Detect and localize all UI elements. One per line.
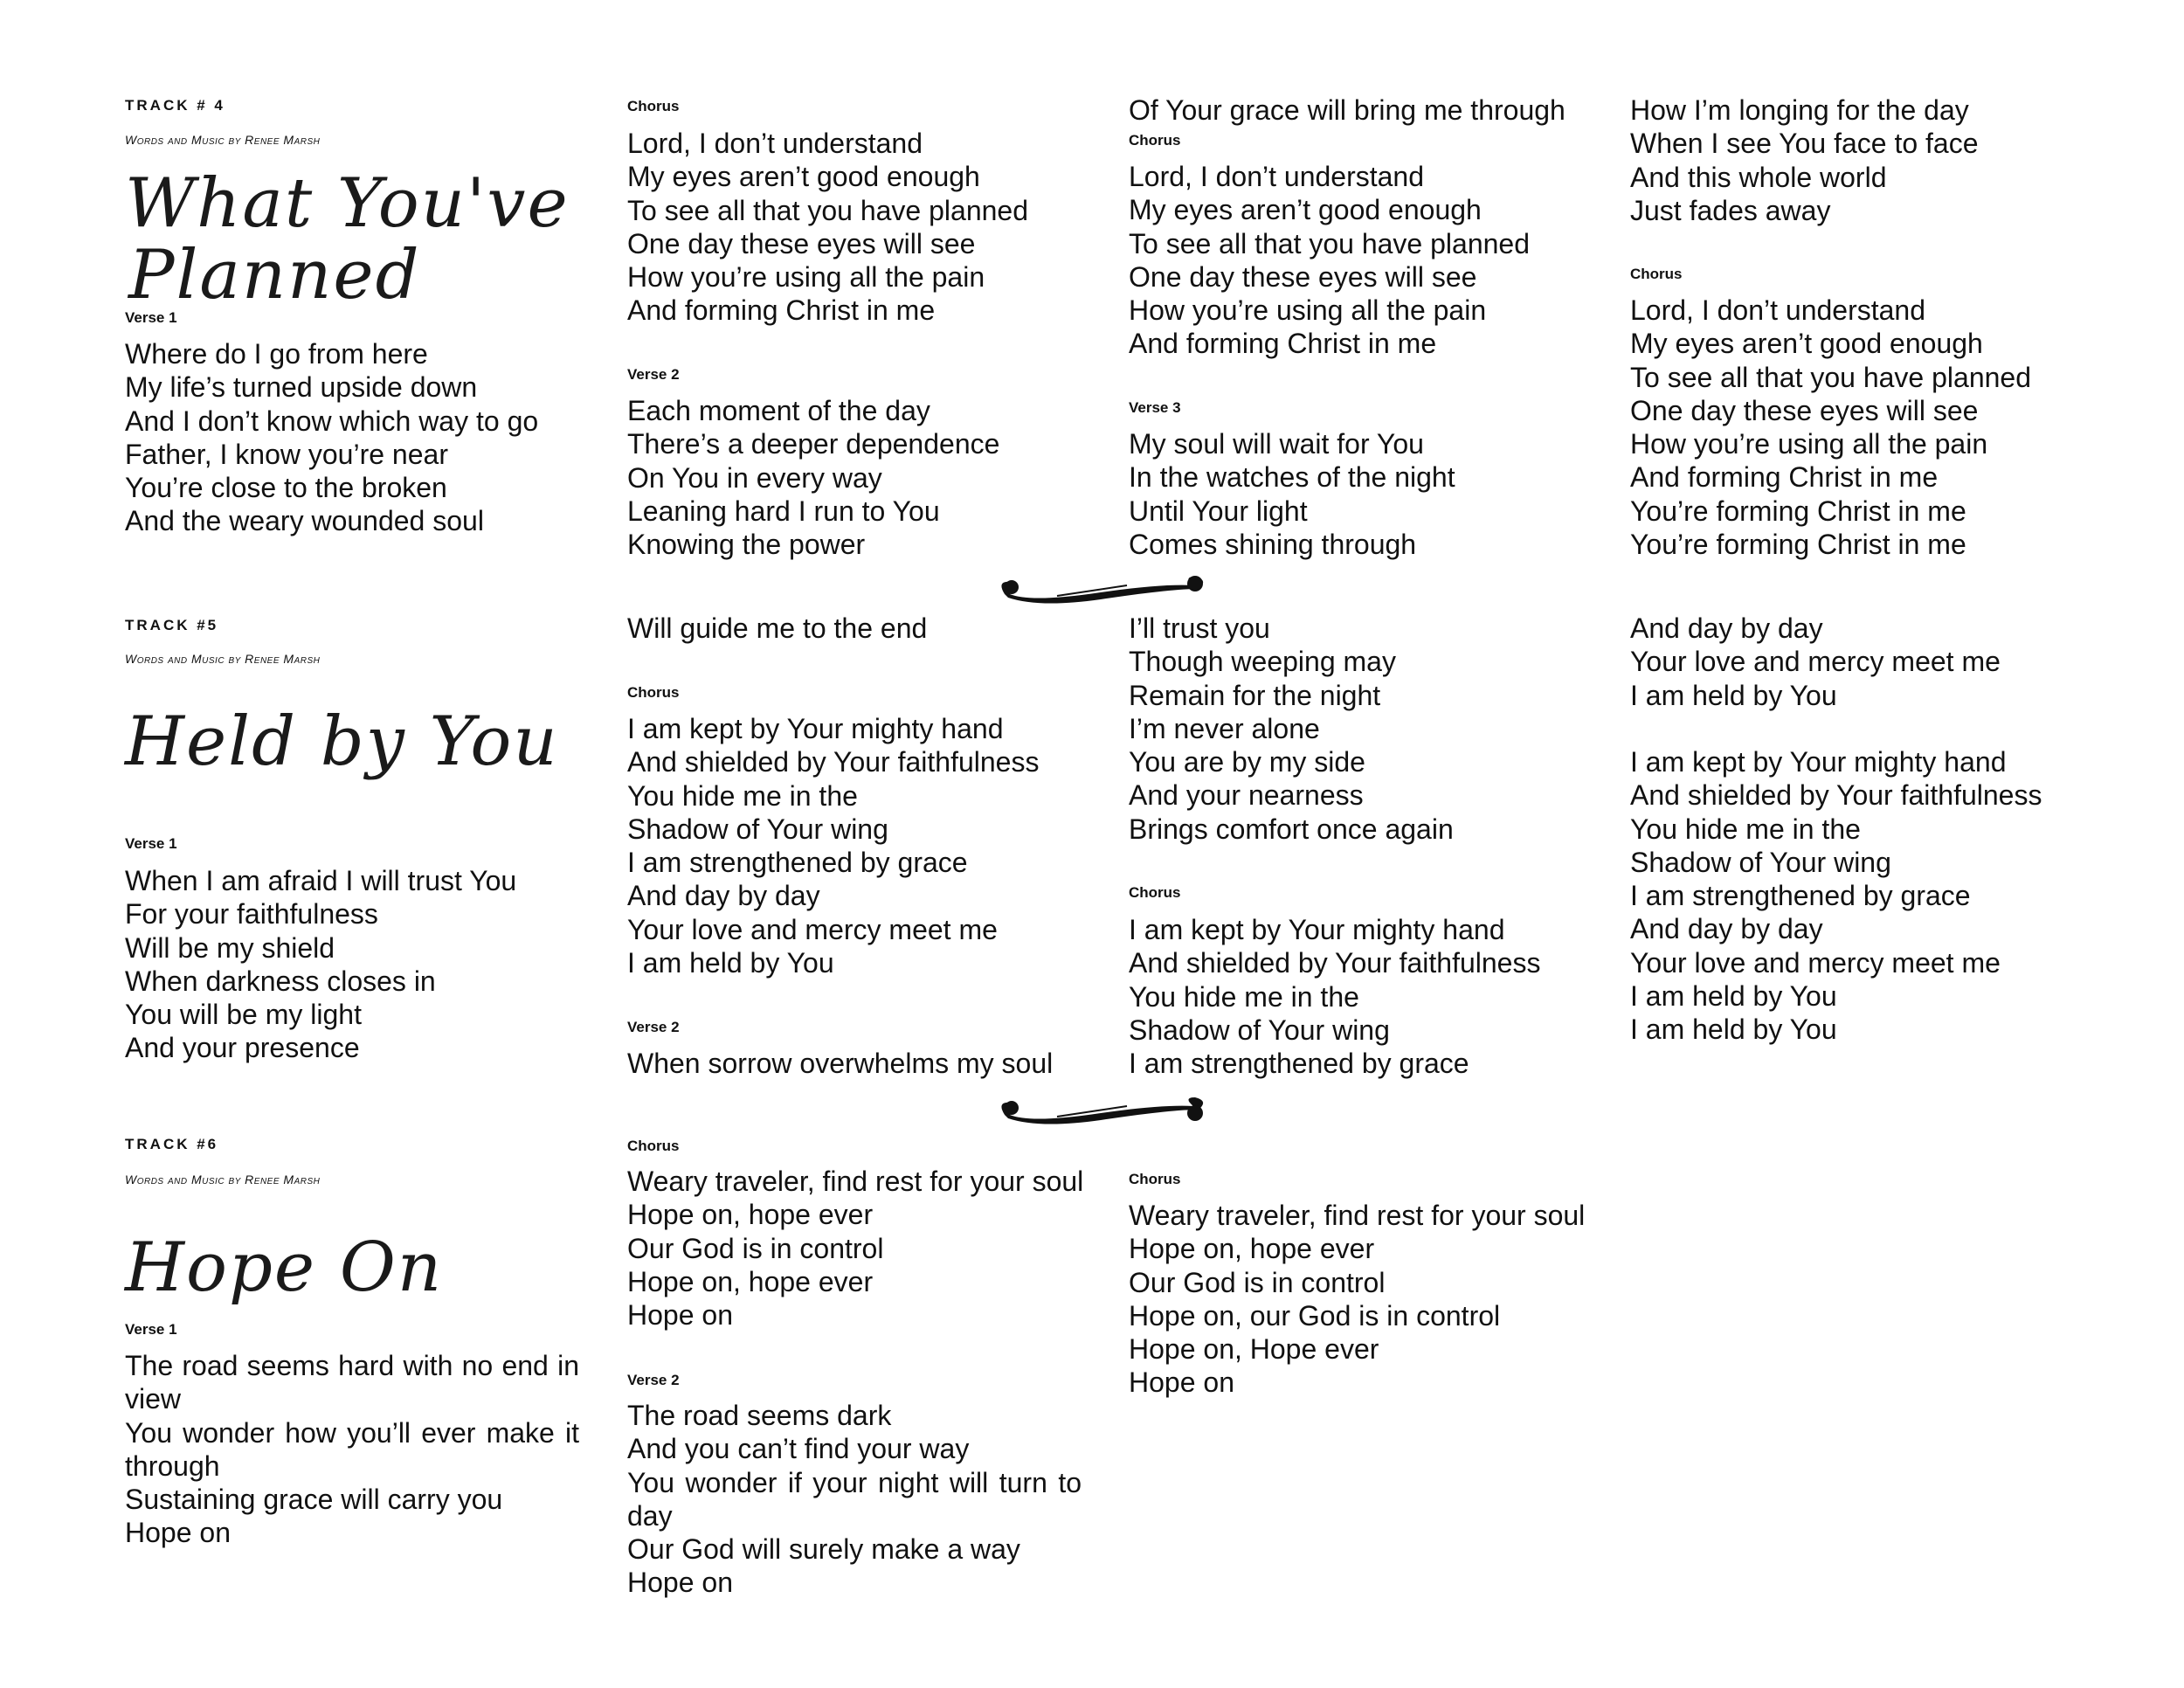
track-4-credit: Words and Music by Renee Marsh — [125, 133, 321, 147]
swash-divider-icon — [996, 573, 1210, 612]
lyric-line: Shadow of Your wing — [1630, 846, 1891, 878]
lyric-line: Our God is in control — [627, 1232, 884, 1264]
track-6-label: TRACK #6 — [125, 1136, 219, 1152]
lyric-line: Until Your light — [1129, 495, 1308, 527]
lyric-line: Will be my shield — [125, 931, 335, 964]
lyric-line: Father, I know you’re near — [125, 438, 448, 470]
col3-top-lead — [1129, 93, 1565, 127]
lyric-line: How you’re using all the pain — [1630, 428, 1988, 460]
col3-mid-chorus — [1129, 913, 1540, 1080]
lyric-line: Our God is in control — [1129, 1266, 1386, 1298]
lyric-line: When I see You face to face — [1630, 128, 1979, 160]
lyric-line: And the weary wounded soul — [125, 505, 484, 537]
lyric-line: I am held by You — [1630, 1013, 1837, 1046]
track-6-verse1 — [125, 1349, 579, 1550]
lyric-line: Lord, I don’t understand — [1630, 294, 1926, 326]
lyric-line: And shielded by Your faithfulness — [1630, 779, 2042, 812]
lyric-line: I am strengthened by grace — [1129, 1048, 1469, 1080]
track-4-title — [125, 164, 570, 315]
lyric-line: Your love and mercy meet me — [1630, 946, 2001, 979]
lyric-line: Shadow of Your wing — [627, 813, 888, 845]
lyric-line: And your presence — [125, 1032, 360, 1064]
lyric-line: My soul will wait for You — [1129, 428, 1424, 460]
lyric-line: And day by day — [1630, 913, 1823, 945]
lyric-line: Lord, I don’t understand — [1129, 161, 1425, 192]
col3-top-verse3 — [1129, 427, 1455, 561]
lyric-line: I am held by You — [627, 947, 834, 979]
lyric-line: One day these eyes will see — [1630, 394, 1979, 426]
lyric-line: And forming Christ in me — [1129, 328, 1437, 360]
lyric-line: I’ll trust you — [1129, 612, 1270, 644]
col4-mid-lead — [1630, 612, 2001, 712]
lyric-line: How you’re using all the pain — [1129, 294, 1487, 327]
track-5-label: TRACK #5 — [125, 617, 219, 633]
track-5-credit: Words and Music by Renee Marsh — [125, 652, 321, 666]
lyric-line: Each moment of the day — [627, 395, 930, 426]
lyric-line: The road seems dark — [627, 1400, 892, 1431]
lyric-line: Where do I go from here — [125, 338, 428, 370]
track-4-label: TRACK # 4 — [125, 97, 225, 114]
lyric-line: To see all that you have planned — [627, 194, 1028, 226]
lyric-line: And you can’t find your way — [627, 1433, 970, 1465]
col2-top-verse2-label: Verse 2 — [627, 366, 680, 383]
lyric-line: Hope on — [627, 1567, 733, 1599]
col2-top-verse2 — [627, 394, 999, 561]
col2-mid-verse2-label: Verse 2 — [627, 1019, 680, 1035]
lyric-line: Your love and mercy meet me — [1630, 646, 2001, 678]
lyric-line: And your nearness — [1129, 779, 1364, 812]
lyric-line: I am held by You — [1630, 980, 1837, 1013]
swash-divider-icon — [996, 1094, 1210, 1133]
lyric-line: And this whole world — [1630, 161, 1887, 193]
lyric-line: Hope on, Hope ever — [1129, 1333, 1379, 1366]
lyric-line: Weary traveler, find rest for your soul — [627, 1166, 1084, 1197]
col3-bot-chorus-label: Chorus — [1129, 1171, 1181, 1187]
lyric-line: And forming Christ in me — [1630, 461, 1939, 494]
lyric-line: To see all that you have planned — [1129, 227, 1530, 259]
lyric-line: How you’re using all the pain — [627, 261, 985, 294]
col3-top-verse3-label: Verse 3 — [1129, 399, 1181, 416]
lyric-line: Weary traveler, find rest for your soul — [1129, 1200, 1586, 1231]
lyric-line: I am strengthened by grace — [627, 847, 968, 879]
lyric-line: One day these eyes will see — [1129, 260, 1477, 293]
col2-bot-verse2 — [627, 1399, 1082, 1600]
lyric-line: When darkness closes in — [125, 965, 436, 997]
lyric-line: Lord, I don’t understand — [627, 128, 923, 159]
lyric-line: You hide me in the — [627, 779, 858, 812]
col3-top-chorus-label: Chorus — [1129, 132, 1181, 149]
col2-mid-chorus — [627, 712, 1039, 979]
track-5-verse1 — [125, 864, 516, 1065]
lyric-line: You wonder if your night will turn to day — [627, 1466, 1082, 1532]
lyric-line: Shadow of Your wing — [1129, 1013, 1390, 1046]
lyric-line: Your love and mercy meet me — [627, 913, 998, 945]
lyric-line: Of Your grace will bring me through — [1129, 94, 1565, 126]
lyric-line: I’m never alone — [1129, 712, 1320, 744]
lyric-line: I am held by You — [1630, 679, 1837, 711]
track-5-verse1-label: Verse 1 — [125, 835, 177, 852]
col4-top-lead — [1630, 93, 1979, 227]
lyric-line: In the watches of the night — [1129, 461, 1455, 494]
lyric-line: My eyes aren’t good enough — [1129, 194, 1482, 226]
lyric-line: Our God will surely make a way — [627, 1533, 1020, 1566]
lyric-line: Hope on, hope ever — [1129, 1233, 1375, 1265]
lyric-line: Hope on, hope ever — [627, 1265, 874, 1297]
lyric-line: For your faithfulness — [125, 898, 378, 930]
lyric-line: You wonder how you’ll ever make it through — [125, 1416, 579, 1482]
lyric-line: My eyes aren’t good enough — [1630, 328, 1983, 360]
col3-bot-chorus — [1129, 1199, 1585, 1400]
col2-mid-verse2 — [627, 1047, 1053, 1080]
col3-mid-chorus-label: Chorus — [1129, 884, 1181, 901]
col2-top-chorus — [627, 127, 1028, 328]
lyric-line: I am kept by Your mighty hand — [627, 713, 1004, 744]
col3-top-chorus — [1129, 160, 1530, 361]
lyric-line: When sorrow overwhelms my soul — [627, 1048, 1054, 1079]
lyric-line: Hope on — [125, 1517, 231, 1549]
col4-top-chorus — [1630, 294, 2031, 561]
track-5-title: Held by You — [125, 702, 559, 781]
col2-top-chorus-label: Chorus — [627, 98, 680, 114]
col2-bot-verse2-label: Verse 2 — [627, 1372, 680, 1388]
lyric-line: Though weeping may — [1129, 646, 1396, 678]
track-6-verse1-label: Verse 1 — [125, 1321, 177, 1338]
track-4-verse1-label: Verse 1 — [125, 309, 177, 326]
lyric-line: You are by my side — [1129, 746, 1365, 778]
lyric-line: My eyes aren’t good enough — [627, 161, 980, 193]
track-4-title-line1: What You've — [125, 164, 570, 243]
lyric-line: And I don’t know which way to go — [125, 405, 539, 437]
col4-top-chorus-label: Chorus — [1630, 266, 1683, 282]
col2-bot-chorus — [627, 1165, 1083, 1332]
lyric-line: Knowing the power — [627, 529, 866, 561]
lyric-line: You hide me in the — [1630, 813, 1861, 845]
lyric-line: To see all that you have planned — [1630, 361, 2031, 393]
lyric-line: Leaning hard I run to You — [627, 495, 940, 527]
lyric-line: And day by day — [627, 880, 820, 912]
track-6-credit: Words and Music by Renee Marsh — [125, 1173, 321, 1186]
lyric-line: And shielded by Your faithfulness — [1129, 947, 1541, 979]
lyric-line: One day these eyes will see — [627, 227, 976, 259]
track-4-verse1 — [125, 337, 538, 538]
lyric-line: And forming Christ in me — [627, 294, 936, 327]
lyric-line: Will guide me to the end — [627, 612, 928, 644]
col2-mid-chorus-label: Chorus — [627, 684, 680, 701]
lyric-line: You’re close to the broken — [125, 472, 447, 504]
lyric-line: My life’s turned upside down — [125, 371, 478, 404]
track-6-title: Hope On — [125, 1228, 444, 1307]
lyric-line: Remain for the night — [1129, 679, 1381, 711]
lyric-line: You will be my light — [125, 999, 362, 1031]
lyric-line: Comes shining through — [1129, 528, 1417, 560]
lyric-line: And shielded by Your faithfulness — [627, 746, 1040, 778]
lyric-line: You’re forming Christ in me — [1630, 495, 1966, 527]
lyric-line: I am kept by Your mighty hand — [1129, 914, 1505, 945]
lyric-line: I am kept by Your mighty hand — [1630, 746, 2007, 778]
lyric-line: Hope on — [1129, 1366, 1234, 1399]
lyric-line: How I’m longing for the day — [1630, 94, 1969, 126]
lyric-line: I am strengthened by grace — [1630, 880, 1971, 912]
col2-mid-lead — [627, 612, 927, 645]
lyric-line: When I am afraid I will trust You — [125, 865, 517, 896]
lyric-line: Hope on, our God is in control — [1129, 1299, 1501, 1332]
lyric-line: Brings comfort once again — [1129, 813, 1454, 845]
lyric-line: The road seems hard with no end in view — [125, 1350, 579, 1415]
col3-mid-lead — [1129, 612, 1454, 846]
lyric-line: Hope on — [627, 1299, 733, 1332]
col4-mid-outro — [1630, 745, 2042, 1047]
lyric-line: Hope on, hope ever — [627, 1199, 874, 1231]
lyric-line: Sustaining grace will carry you — [125, 1484, 503, 1516]
lyric-line: There’s a deeper dependence — [627, 428, 1000, 460]
lyric-line: On You in every way — [627, 461, 882, 494]
lyric-line: You’re forming Christ in me — [1630, 529, 1966, 561]
col2-bot-chorus-label: Chorus — [627, 1138, 680, 1154]
lyric-line: And day by day — [1630, 612, 1823, 644]
lyric-line: Just fades away — [1630, 194, 1831, 226]
lyric-line: You hide me in the — [1129, 980, 1359, 1013]
track-4-title-line2: Planned — [128, 236, 421, 315]
